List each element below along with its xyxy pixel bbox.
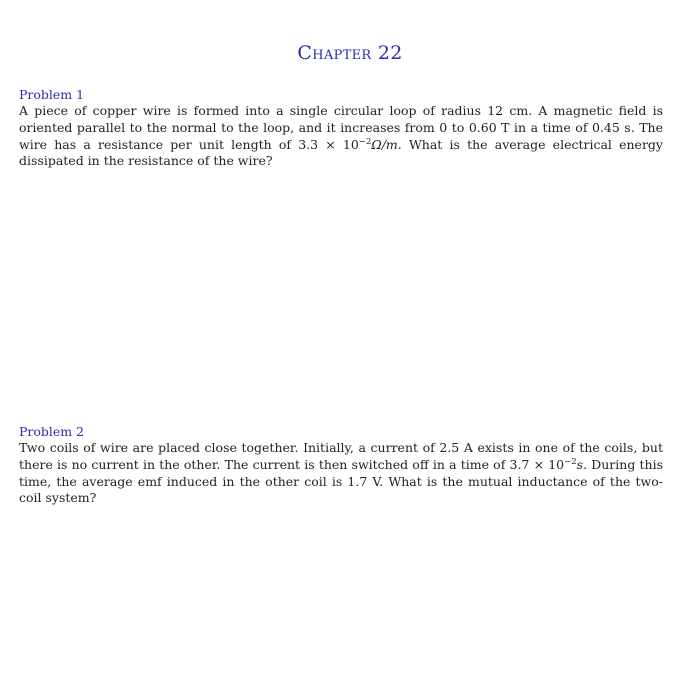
problem-2-text (19, 440, 663, 507)
problem-1-text-end: . What is the average electrical energy dissipated in the resistance of the wire? (19, 136, 663, 169)
problem-1-exponent: −2 (358, 136, 372, 147)
problem-1-text-main: A piece of copper wire is formed into a single circular loop of radius 12 cm. A magnetic field is oriented parallel to the normal to the loop, and it increases from 0 to 0.60 T in a time of 0.45 s. The wire has a resistance per unit length of 3.3 × 10 (19, 103, 663, 152)
chapter-word: Chapter (297, 42, 372, 64)
problem-2-heading: Problem 2 (19, 424, 85, 439)
problem-2-text-main: Two coils of wire are placed close together. Initially, a current of 2.5 A exists in one of the coils, but there is no current in the other. The current is then switched off in a time of 3.7 × 10 (19, 440, 663, 472)
problem-2-exponent: −2 (564, 456, 577, 467)
problem-1 (19, 86, 663, 170)
problem-1-text (19, 103, 663, 170)
chapter-title (0, 42, 700, 64)
problem-2-unit: s (576, 456, 584, 472)
problem-1-heading: Problem 1 (19, 87, 85, 102)
problem-1-unit: Ω/m (371, 136, 398, 152)
problem-2 (19, 423, 663, 507)
chapter-number: 22 (377, 42, 403, 64)
problem-2-text-end: . During this time, the average emf induced in the other coil is 1.7 V. What is the mutual inductance of the two-coil system? (19, 456, 663, 506)
